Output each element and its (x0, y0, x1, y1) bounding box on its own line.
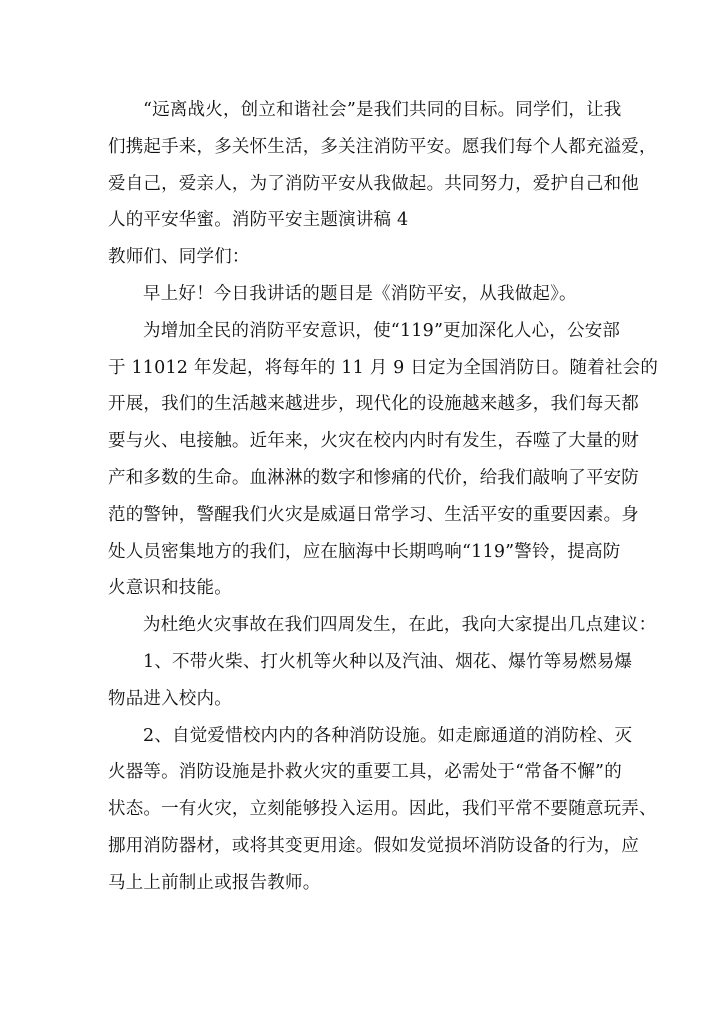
text-line: 人的平安华蜜。消防平安主题演讲稿 4 (108, 210, 409, 231)
text-line: 火意识和技能。 (108, 578, 232, 599)
salutation: 教师们、同学们： (108, 247, 250, 268)
text-line: 挪用消防器材，或将其变更用途。假如发觉损坏消防设备的行为，应 (108, 835, 639, 856)
text-line: 爱自己，爱亲人，为了消防平安从我做起。共同努力，爱护自己和他 (108, 173, 639, 194)
text-line: 为增加全民的消防平安意识，使“119”更加深化人心，公安部 (143, 320, 621, 341)
text-line: 们携起手来，多关怀生活，多关注消防平安。愿我们每个人都充溢爱， (108, 136, 657, 157)
text-line: 开展，我们的生活越来越进步，现代化的设施越来越多，我们每天都 (108, 394, 639, 415)
text-line: 状态。一有火灾，立刻能够投入运用。因此，我们平常不要随意玩弄、 (108, 799, 657, 820)
text-line: 火器等。消防设施是扑救火灾的重要工具，必需处于“常备不懈”的 (108, 762, 622, 783)
list-item-2: 2、自觉爱惜校内内的各种消防设施。如走廊通道的消防栓、灭 (143, 725, 633, 746)
text-line: 物品进入校内。 (108, 688, 232, 709)
text-line: 处人员密集地方的我们，应在脑海中长期鸣响“119”警铃，提高防 (108, 541, 621, 562)
list-item-1: 1、不带火柴、打火机等火种以及汽油、烟花、爆竹等易燃易爆 (143, 651, 633, 672)
text-line: 范的警钟，警醒我们火灾是威逼日常学习、生活平安的重要因素。身 (108, 504, 639, 525)
text-line: 于 11012 年发起，将每年的 11 月 9 日定为全国消防日。随着社会的 (108, 357, 659, 378)
text-line: “远离战火，创立和谐社会”是我们共同的目标。同学们，让我 (143, 100, 622, 120)
text-line: 为杜绝火灾事故在我们四周发生，在此，我向大家提出几点建议： (143, 615, 657, 636)
document-body (108, 92, 659, 902)
text-line: 马上上前制止或报告教师。 (108, 872, 321, 893)
text-line: 要与火、电接触。近年来，火灾在校内内时有发生，吞噬了大量的财 (108, 431, 639, 452)
text-line: 早上好！今日我讲话的题目是《消防平安，从我做起》。 (143, 283, 577, 304)
text-line: 产和多数的生命。血淋淋的数字和惨痛的代价，给我们敲响了平安防 (108, 467, 639, 488)
